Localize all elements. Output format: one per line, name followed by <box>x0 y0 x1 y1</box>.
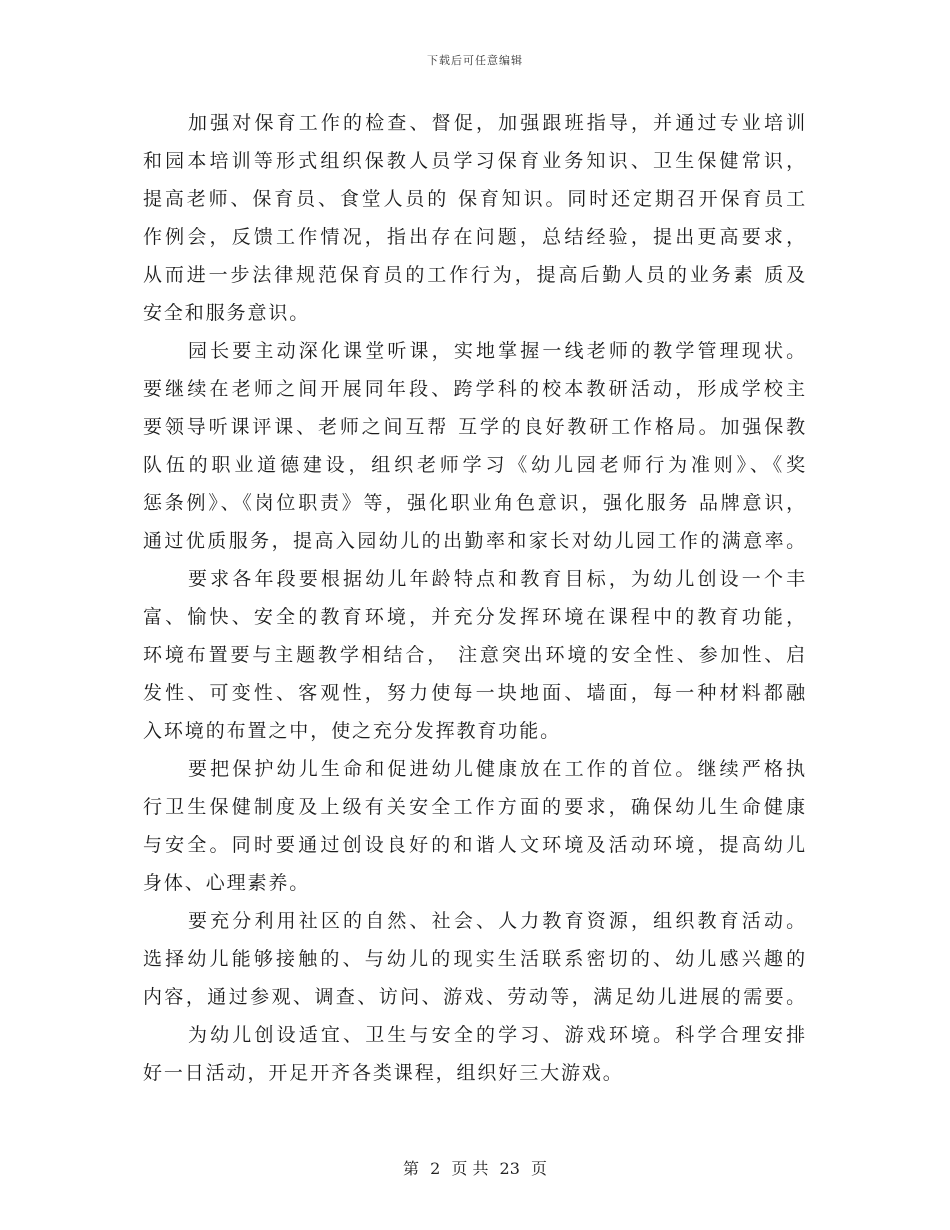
footer-prefix: 第 <box>402 1159 419 1178</box>
text-line: 安全和服务意识。 <box>143 302 311 324</box>
text-line: 富、愉快、安全的教育环境，并充分发挥环境在课程中的教育功能， <box>143 606 807 628</box>
text-line: 提高老师、保育员、食堂人员的 保育知识。同时还定期召开保育员工 <box>143 188 807 210</box>
text-line: 要把保护幼儿生命和促进幼儿健康放在工作的首位。继续严格执 <box>188 758 807 780</box>
paragraph-5 <box>143 902 807 1016</box>
text-line: 身体、心理素养。 <box>143 872 311 894</box>
text-line: 要领导听课评课、老师之间互帮 互学的良好教研工作格局。加强保教 <box>143 416 807 438</box>
text-line: 和园本培训等形式组织保教人员学习保育业务知识、卫生保健常识， <box>143 150 807 172</box>
page-footer <box>0 1156 950 1179</box>
text-line: 园长要主动深化课堂听课，实地掌握一线老师的教学管理现状。 <box>188 340 807 362</box>
paragraph-1 <box>143 104 807 332</box>
text-line: 与安全。同时要通过创设良好的和谐人文环境及活动环境，提高幼儿 <box>143 834 807 856</box>
paragraph-6 <box>143 1016 807 1092</box>
paragraph-4 <box>143 750 807 902</box>
text-line: 要充分利用社区的自然、社会、人力教育资源，组织教育活动。 <box>188 910 807 932</box>
text-line: 为幼儿创设适宜、卫生与安全的学习、游戏环境。科学合理安排 <box>188 1024 807 1046</box>
text-line: 好一日活动，开足开齐各类课程，组织好三大游戏。 <box>143 1062 624 1084</box>
text-line: 行卫生保健制度及上级有关安全工作方面的要求，确保幼儿生命健康 <box>143 796 807 818</box>
footer-suffix: 页 <box>531 1159 548 1178</box>
text-line: 从而进一步法律规范保育员的工作行为，提高后勤人员的业务素 质及 <box>143 264 807 286</box>
text-line: 队伍的职业道德建设，组织老师学习《幼儿园老师行为准则》、《奖 <box>143 454 807 476</box>
total-pages-number: 23 <box>499 1159 520 1178</box>
text-line: 入环境的布置之中，使之充分发挥教育功能。 <box>143 720 562 742</box>
text-line: 加强对保育工作的检查、督促，加强跟班指导，并通过专业培训 <box>188 112 807 134</box>
footer-middle: 页 共 <box>451 1159 489 1178</box>
page-header: 下载后可任意编辑 <box>427 54 523 67</box>
document-body <box>143 104 807 1092</box>
text-line: 要求各年段要根据幼儿年龄特点和教育目标，为幼儿创设一个丰 <box>188 568 807 590</box>
text-line: 环境布置要与主题教学相结合， 注意突出环境的安全性、参加性、启 <box>143 644 807 666</box>
paragraph-2 <box>143 332 807 560</box>
text-line: 作例会，反馈工作情况，指出存在问题，总结经验，提出更高要求， <box>143 226 807 248</box>
text-line: 通过优质服务，提高入园幼儿的出勤率和家长对幼儿园工作的满意率。 <box>143 530 807 552</box>
text-line: 要继续在老师之间开展同年段、跨学科的校本教研活动，形成学校主 <box>143 378 807 400</box>
text-line: 惩条例》、《岗位职责》等，强化职业角色意识，强化服务 品牌意识， <box>143 492 807 514</box>
text-line: 内容，通过参观、调查、访问、游戏、劳动等，满足幼儿进展的需要。 <box>143 986 807 1008</box>
current-page-number: 2 <box>430 1159 441 1178</box>
text-line: 选择幼儿能够接触的、与幼儿的现实生活联系密切的、幼儿感兴趣的 <box>143 948 807 970</box>
text-line: 发性、可变性、客观性，努力使每一块地面、墙面，每一种材料都融 <box>143 682 807 704</box>
paragraph-3 <box>143 560 807 750</box>
